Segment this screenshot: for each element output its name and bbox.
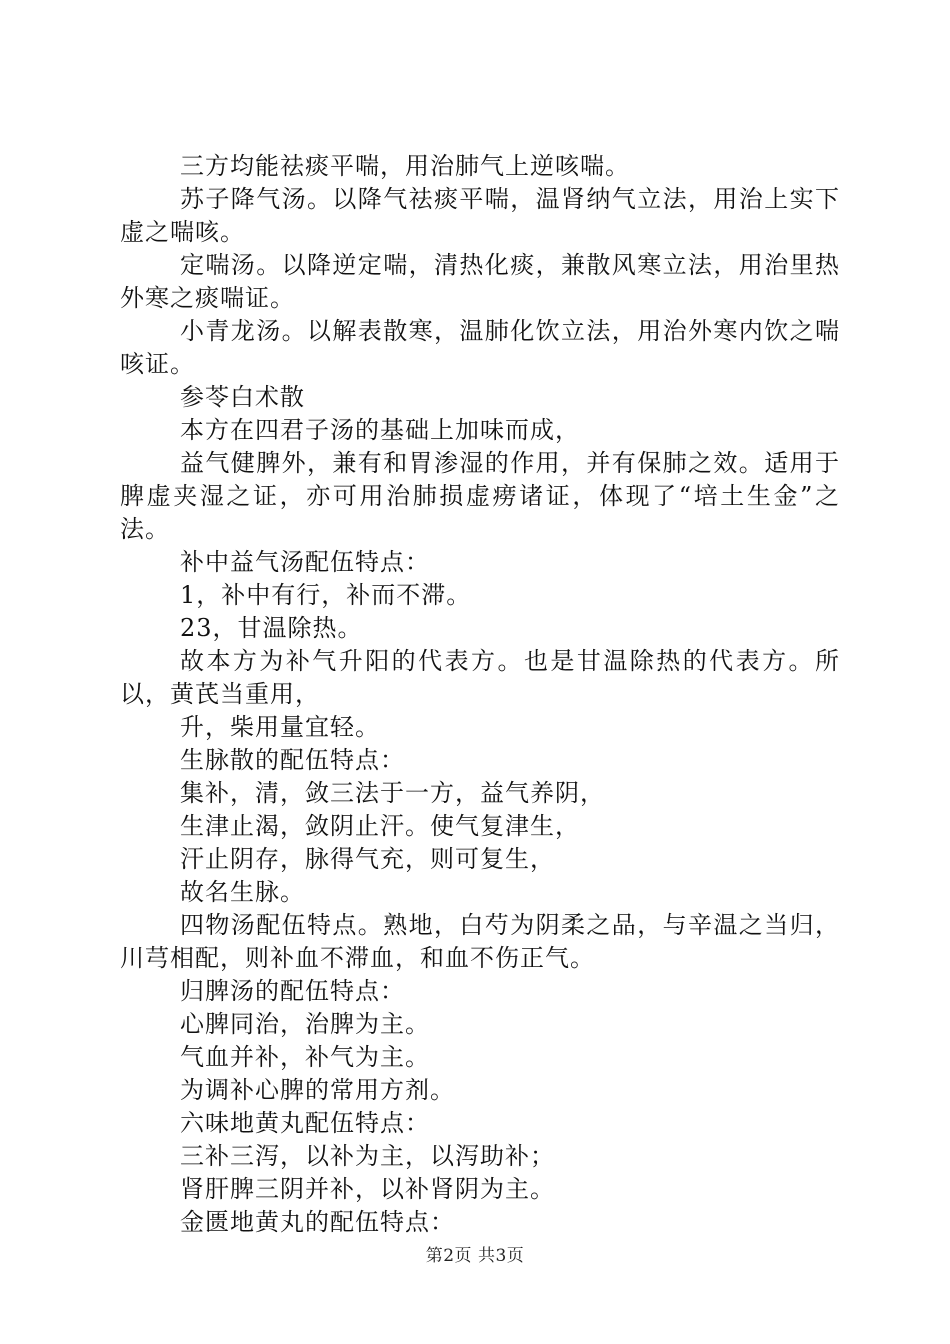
paragraph: 23，甘温除热。 [180,614,363,642]
paragraph: 故名生脉。 [180,878,305,906]
document-body [120,150,840,1239]
paragraph: 肾肝脾三阴并补，以补肾阴为主。 [180,1175,555,1203]
paragraph: 六味地黄丸配伍特点： [180,1109,430,1137]
paragraph: 生津止渴，敛阴止汗。使气复津生， [180,812,580,840]
paragraph: 集补，清，敛三法于一方，益气养阴， [180,779,605,807]
paragraph: 生脉散的配伍特点： [180,746,405,774]
paragraph: 三补三泻，以补为主，以泻助补； [180,1142,555,1170]
paragraph: 苏子降气汤。以降气祛痰平喘，温肾纳气立法，用治上实下虚之喘咳。 [120,185,840,246]
paragraph: 三方均能祛痰平喘，用治肺气上逆咳喘。 [180,152,630,180]
paragraph: 升，柴用量宜轻。 [180,713,380,741]
paragraph: 气血并补，补气为主。 [180,1043,430,1071]
page-number-footer: 第2页 共3页 [425,1246,525,1266]
paragraph: 本方在四君子汤的基础上加味而成， [180,416,580,444]
paragraph: 心脾同治，治脾为主。 [180,1010,430,1038]
paragraph: 补中益气汤配伍特点： [180,548,430,576]
paragraph: 小青龙汤。以解表散寒，温肺化饮立法，用治外寒内饮之喘咳证。 [120,317,840,378]
paragraph: 为调补心脾的常用方剂。 [180,1076,455,1104]
paragraph: 益气健脾外，兼有和胃渗湿的作用，并有保肺之效。适用于脾虚夹湿之证，亦可用治肺损虚痨诸证，体现了“培土生金”之法。 [120,449,840,543]
paragraph: 归脾汤的配伍特点： [180,977,405,1005]
paragraph: 汗止阴存，脉得气充，则可复生， [180,845,555,873]
paragraph: 1，补中有行，补而不滞。 [180,581,472,609]
paragraph: 四物汤配伍特点。熟地，白芍为阴柔之品，与辛温之当归，川芎相配，则补血不滞血，和血不伤正气。 [120,911,840,972]
paragraph: 故本方为补气升阳的代表方。也是甘温除热的代表方。所以，黄芪当重用， [120,647,840,708]
paragraph: 定喘汤。以降逆定喘，清热化痰，兼散风寒立法，用治里热外寒之痰喘证。 [120,251,840,312]
paragraph: 参苓白术散 [180,383,305,411]
paragraph: 金匮地黄丸的配伍特点： [180,1208,455,1236]
